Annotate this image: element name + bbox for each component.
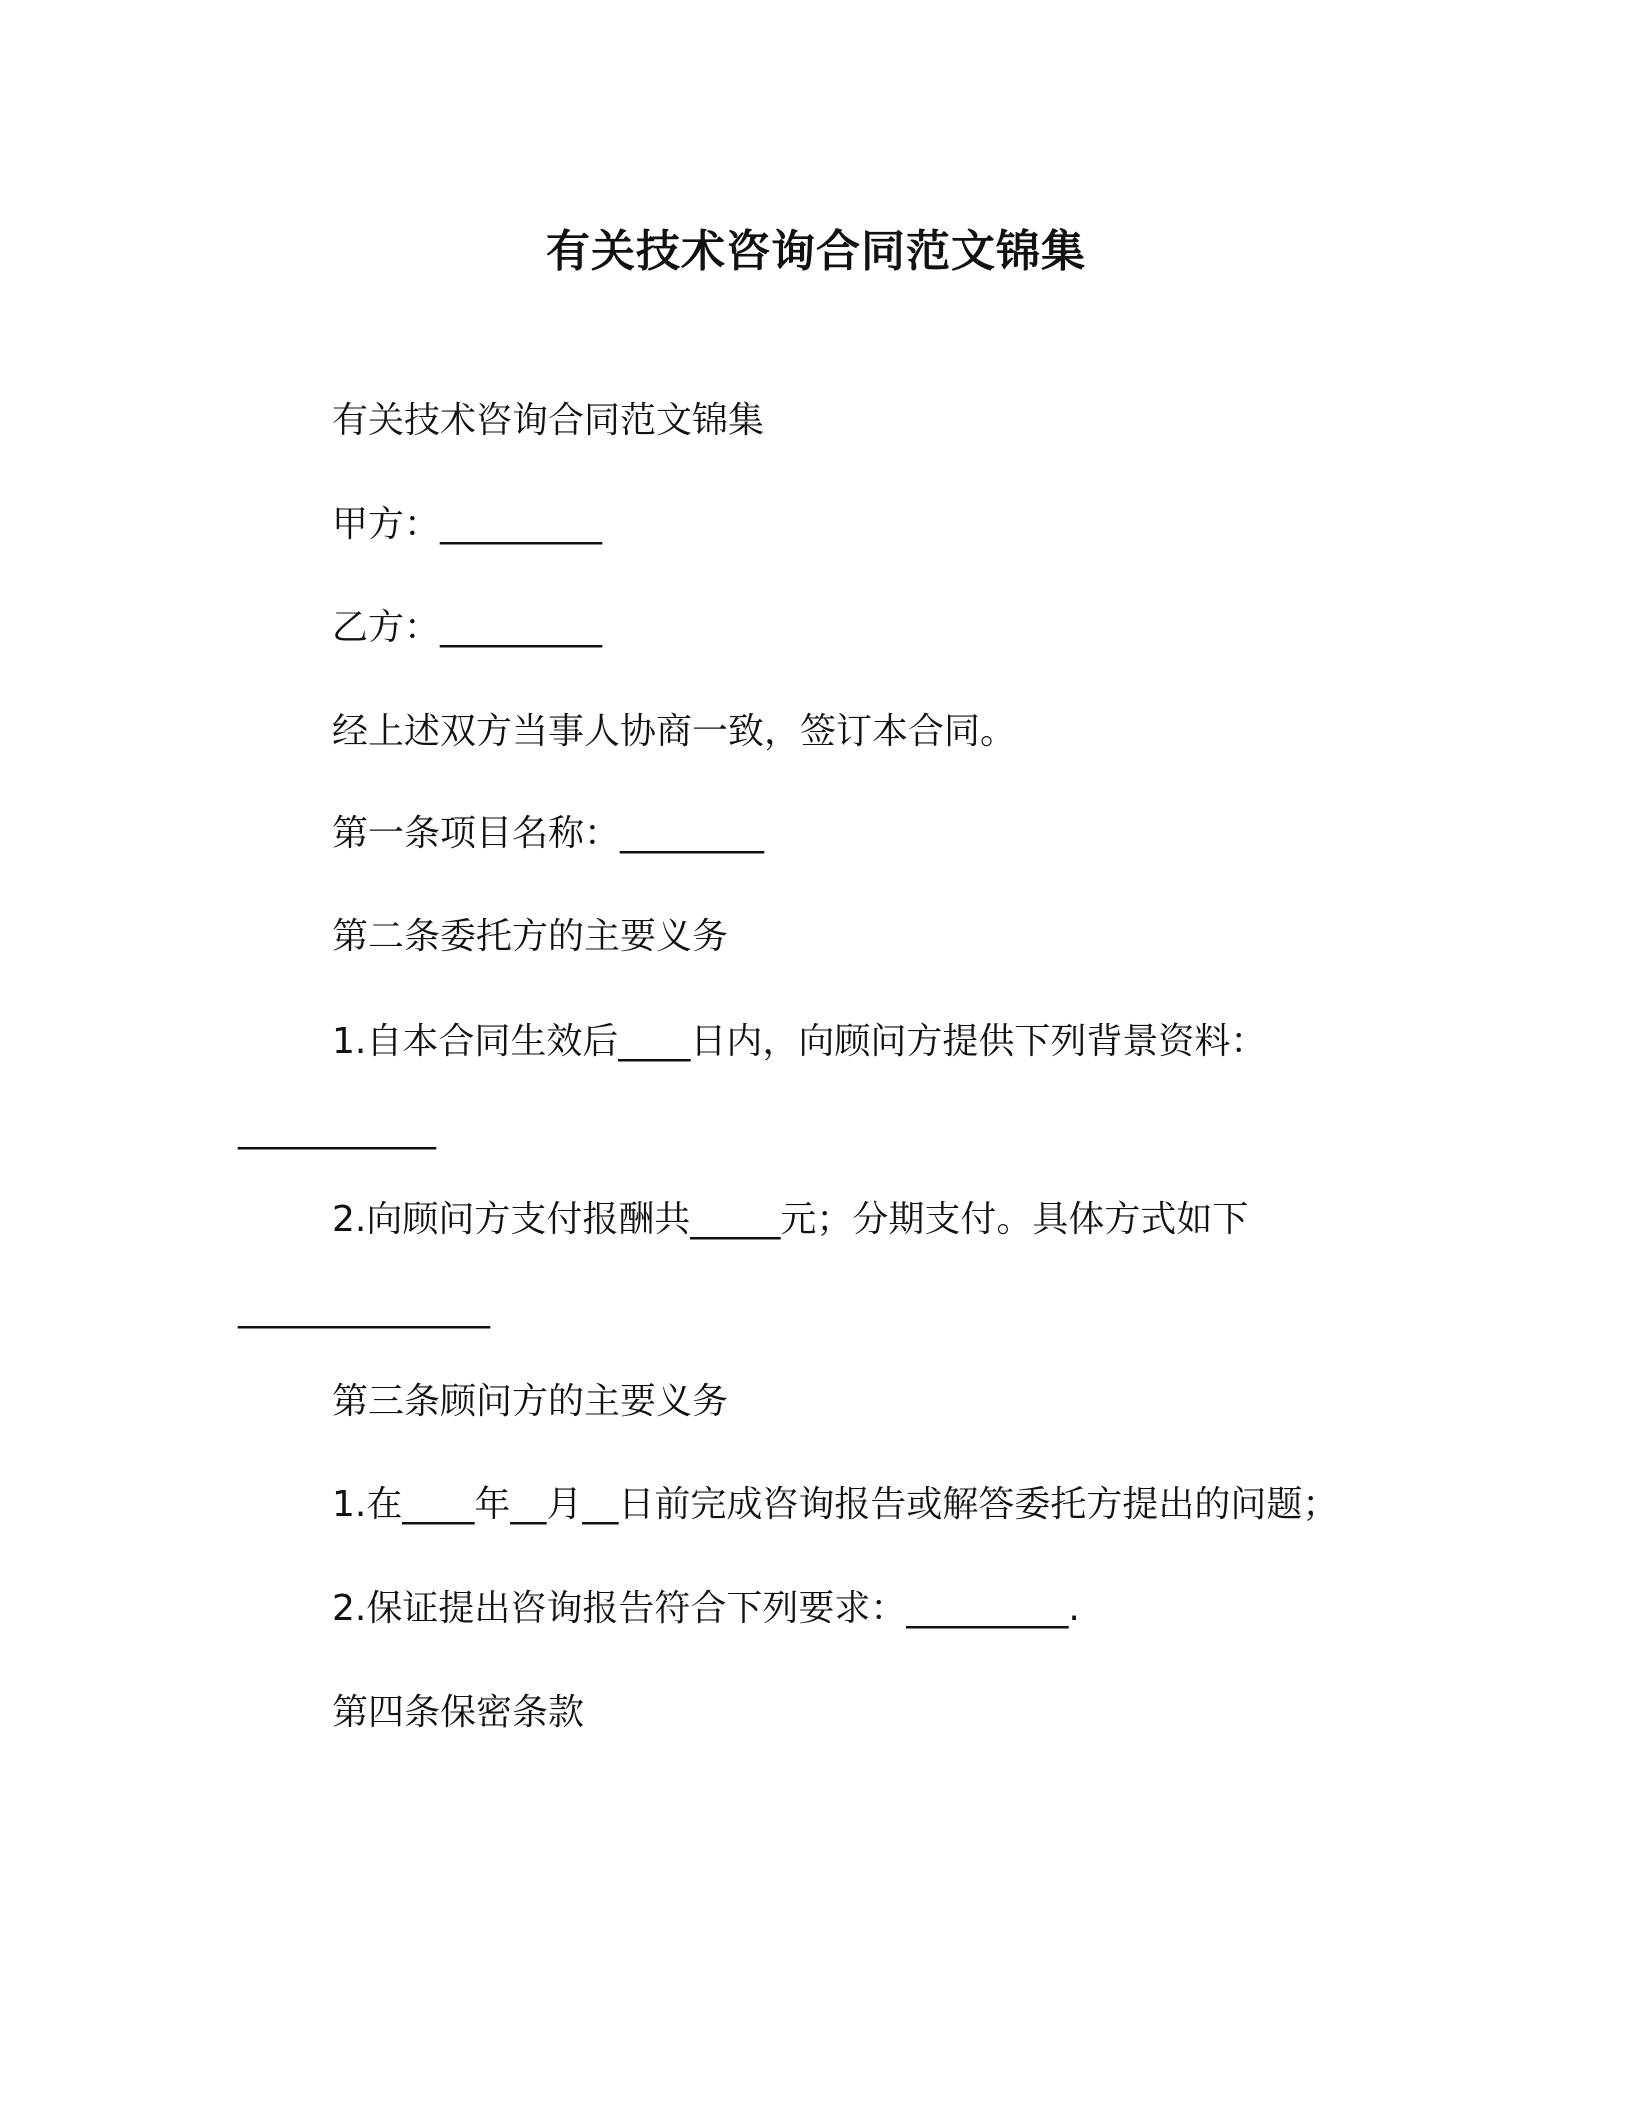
article-4-heading: 第四条保密条款 [332,1692,585,1733]
subtitle-line: 有关技术咨询合同范文锦集 [332,400,765,441]
article-2-item-1: 1.自本合同生效后____日内，向顾问方提供下列背景资料： [332,1021,1267,1062]
party-b-line: 乙方：_________ [332,607,603,648]
document-title: 有关技术咨询合同范文锦集 [546,226,1086,277]
article-3-item-1: 1.在____年__月__日前完成咨询报告或解答委托方提出的问题； [332,1484,1339,1525]
party-a-line: 甲方：_________ [332,504,603,545]
article-3-item-2: 2.保证提出咨询报告符合下列要求：_________. [332,1588,1080,1629]
agreement-line: 经上述双方当事人协商一致，签订本合同。 [332,711,1017,752]
article-2-item-2: 2.向顾问方支付报酬共_____元；分期支付。具体方式如下 [332,1199,1249,1240]
article-2-item-2-blank: ______________ [238,1288,490,1329]
article-2-heading: 第二条委托方的主要义务 [332,916,729,957]
article-3-heading: 第三条顾问方的主要义务 [332,1381,729,1422]
article-2-item-1-blank: ___________ [238,1109,436,1150]
article-1-line: 第一条项目名称：________ [332,813,765,854]
